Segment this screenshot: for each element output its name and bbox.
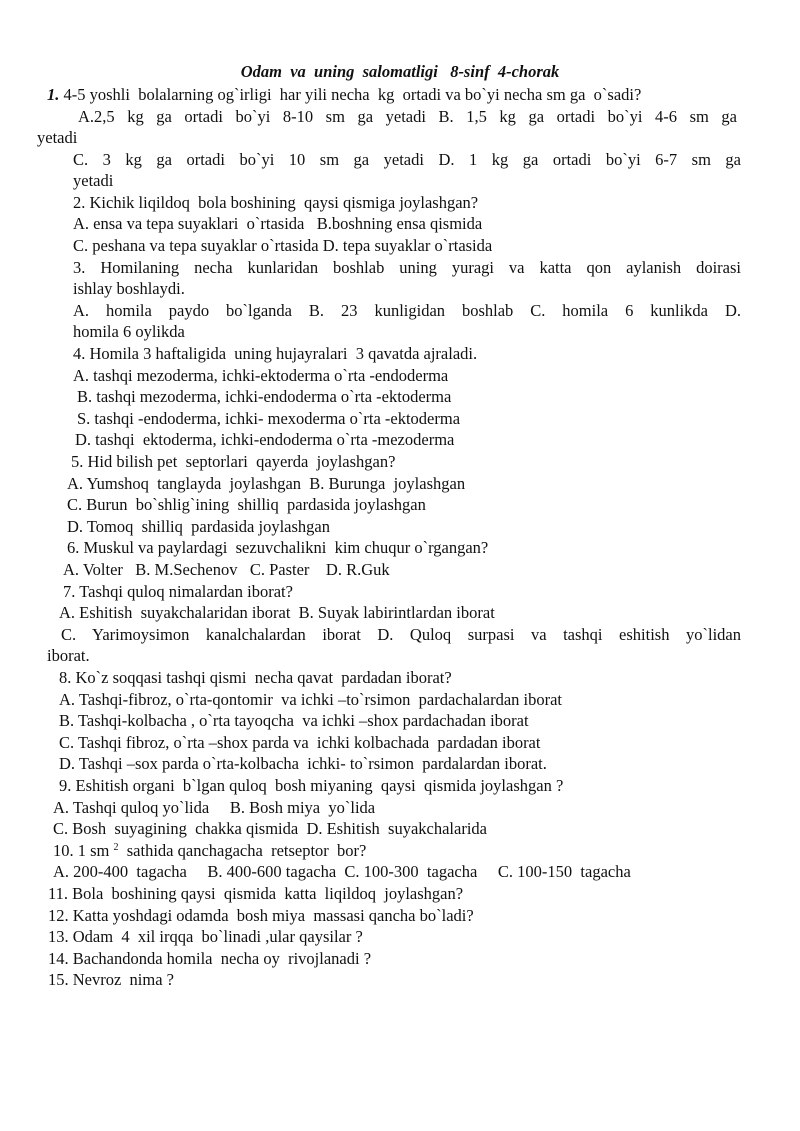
question-1 xyxy=(47,85,641,105)
question-3-options-wrap: homila 6 oylikda xyxy=(73,322,185,341)
question-9-options-ab: A. Tashqi quloq yo`lida B. Bosh miya yo`lida xyxy=(53,798,376,817)
question-6: 6. Muskul va paylardagi sezuvchalikni kim chuqur o`rgangan? xyxy=(67,538,489,557)
question-8: 8. Ko`z soqqasi tashqi qismi necha qavat pardadan iborat? xyxy=(59,668,452,687)
question-3-wrap: ishlay boshlaydi. xyxy=(73,279,185,298)
question-1-text: 4-5 yoshli bolalarning og`irligi har yili necha kg ortadi va bo`yi necha sm ga o`sadi? xyxy=(59,85,642,104)
question-10-prefix: 10. 1 sm xyxy=(53,841,114,860)
question-11: 11. Bola boshining qaysi qismida katta liqildoq joylashgan? xyxy=(48,884,464,903)
question-10 xyxy=(53,841,366,861)
question-10-options: A. 200-400 tagacha B. 400-600 tagacha C. 100-300 tagacha C. 100-150 tagacha xyxy=(53,862,631,881)
question-3: 3. Homilaning necha kunlaridan boshlab uning yuragi va katta qon aylanish doirasi xyxy=(73,258,741,277)
question-8-option-b: B. Tashqi-kolbacha , o`rta tayoqcha va ichki –shox pardachadan iborat xyxy=(59,711,529,730)
question-8-option-a: A. Tashqi-fibroz, o`rta-qontomir va ichki –to`rsimon pardachalardan iborat xyxy=(59,690,563,709)
question-6-options: A. Volter B. M.Sechenov C. Paster D. R.Guk xyxy=(63,560,390,579)
question-7-options-cd-wrap: iborat. xyxy=(47,646,90,665)
question-2-options-ab: A. ensa va tepa suyaklari o`rtasida B.boshning ensa qismida xyxy=(73,214,483,233)
question-5-option-c: C. Burun bo`shlig`ining shilliq pardasida joylashgan xyxy=(67,495,426,514)
question-9-options-cd: C. Bosh suyagining chakka qismida D. Eshitish suyakchalarida xyxy=(53,819,487,838)
question-12: 12. Katta yoshdagi odamda bosh miya massasi qancha bo`ladi? xyxy=(48,906,474,925)
question-7-options-ab: A. Eshitish suyakchalaridan iborat B. Suyak labirintlardan iborat xyxy=(59,603,495,622)
question-8-option-d: D. Tashqi –sox parda o`rta-kolbacha ichki- to`rsimon pardalardan iborat. xyxy=(59,754,547,773)
question-1-options-cd-wrap: yetadi xyxy=(73,171,114,190)
question-1-options-ab: A.2,5 kg ga ortadi bo`yi 8-10 sm ga yetadi B. 1,5 kg ga ortadi bo`yi 4-6 sm ga xyxy=(78,107,737,126)
question-5-options-ab: A. Yumshoq tanglayda joylashgan B. Burunga joylashgan xyxy=(67,474,466,493)
question-9: 9. Eshitish organi b`lgan quloq bosh miyaning qaysi qismida joylashgan ? xyxy=(59,776,564,795)
question-4-option-b: B. tashqi mezoderma, ichki-endoderma o`rta -ektoderma xyxy=(77,387,452,406)
question-1-number: 1. xyxy=(47,85,60,104)
question-1-options-ab-wrap: yetadi xyxy=(37,128,78,147)
question-15: 15. Nevroz nima ? xyxy=(48,970,174,989)
question-4-option-d: D. tashqi ektoderma, ichki-endoderma o`rta -mezoderma xyxy=(75,430,455,449)
question-4-option-c: S. tashqi -endoderma, ichki- mexoderma o`rta -ektoderma xyxy=(77,409,461,428)
question-5: 5. Hid bilish pet septorlari qayerda joylashgan? xyxy=(71,452,396,471)
question-5-option-d: D. Tomoq shilliq pardasida joylashgan xyxy=(67,517,330,536)
question-10-superscript: 2 xyxy=(113,842,119,853)
question-14: 14. Bachandonda homila necha oy rivojlanadi ? xyxy=(48,949,372,968)
question-10-text: sathida qanchagacha retseptor bor? xyxy=(118,841,367,860)
question-3-options: A. homila paydo bo`lganda B. 23 kunligidan boshlab C. homila 6 kunlikda D. xyxy=(73,301,741,320)
question-7: 7. Tashqi quloq nimalardan iborat? xyxy=(63,582,293,601)
question-2: 2. Kichik liqildoq bola boshining qaysi qismiga joylashgan? xyxy=(73,193,479,212)
question-8-option-c: C. Tashqi fibroz, o`rta –shox parda va ichki kolbachada pardadan iborat xyxy=(59,733,541,752)
question-7-options-cd: C. Yarimoysimon kanalchalardan iborat D. Quloq surpasi va tashqi eshitish yo`lidan xyxy=(61,625,741,644)
question-1-options-cd: C. 3 kg ga ortadi bo`yi 10 sm ga yetadi D. 1 kg ga ortadi bo`yi 6-7 sm ga xyxy=(73,150,741,169)
question-4-option-a: A. tashqi mezoderma, ichki-ektoderma o`rta -endoderma xyxy=(73,366,449,385)
document-title: Odam va uning salomatligi 8-sinf 4-chorak xyxy=(240,62,560,81)
question-13: 13. Odam 4 xil irqqa bo`linadi ,ular qaysilar ? xyxy=(48,927,363,946)
question-4: 4. Homila 3 haftaligida uning hujayralari 3 qavatda ajraladi. xyxy=(73,344,478,363)
question-2-options-cd: C. peshana va tepa suyaklar o`rtasida D. tepa suyaklar o`rtasida xyxy=(73,236,493,255)
